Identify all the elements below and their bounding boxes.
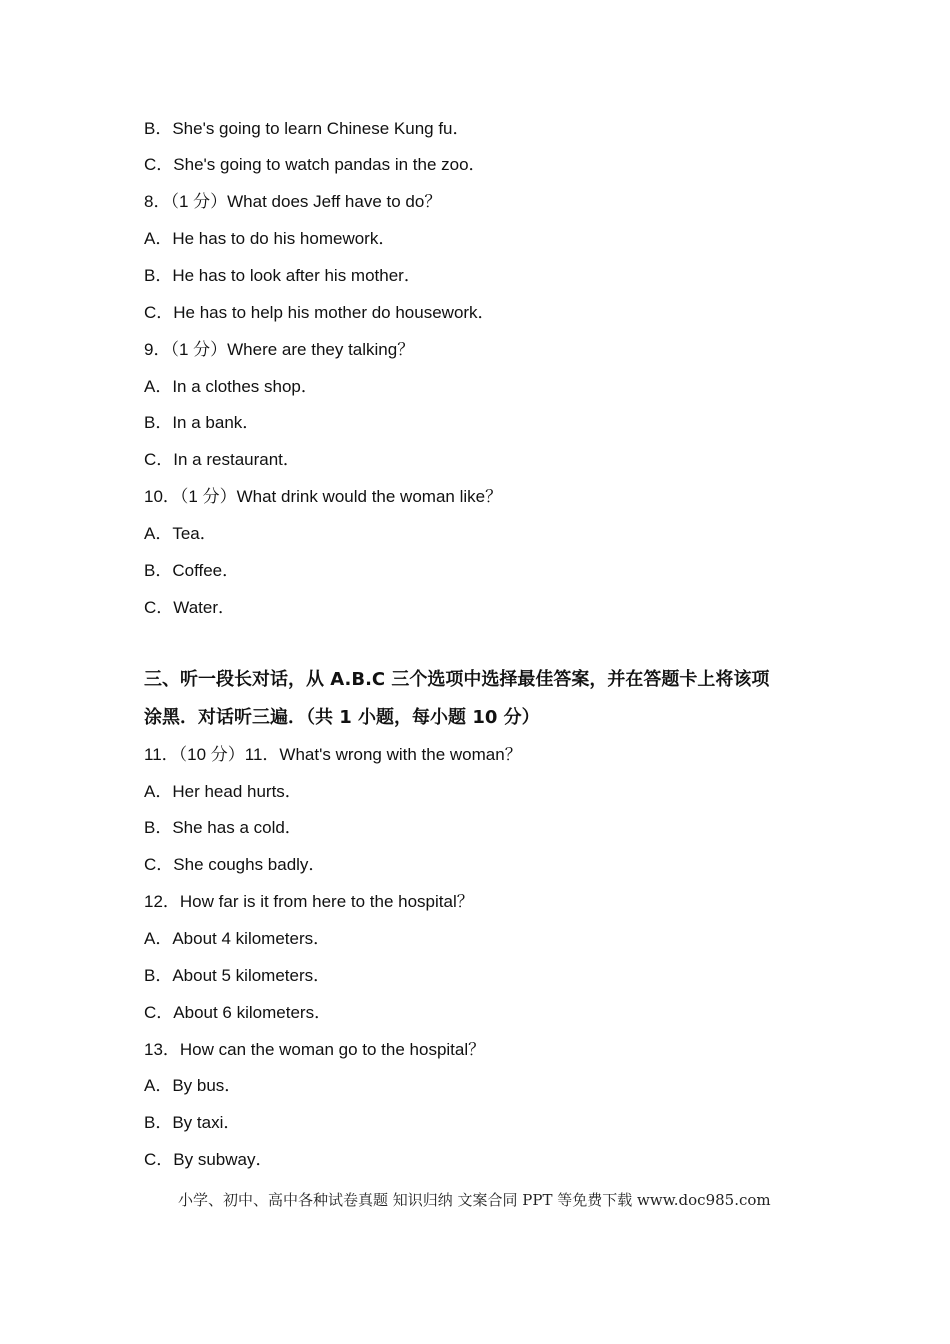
option-12c: C．About 6 kilometers．: [144, 1003, 332, 1022]
question-11: 11．（10 分）11．What's wrong with the woman？: [144, 745, 522, 764]
option-12a: A．About 4 kilometers．: [144, 929, 331, 948]
section-3-title-line-2: 涂黑．对话听三遍．（共 1 小题，每小题 10 分）: [144, 707, 540, 728]
question-12: 12．How far is it from here to the hospital？: [144, 892, 474, 911]
option-8a: A．He has to do his homework．: [144, 229, 396, 248]
page-footer: 小学、初中、高中各种试卷真题 知识归纳 文案合同 PPT 等免费下载 www.doc985.com: [178, 1191, 771, 1209]
question-10: 10．（1 分）What drink would the woman like？: [144, 487, 503, 506]
option-7c: C．She's going to watch pandas in the zoo．: [144, 155, 486, 174]
option-10c: C．Water．: [144, 598, 235, 617]
option-11c: C．She coughs badly．: [144, 855, 326, 874]
option-13b: B．By taxi．: [144, 1113, 241, 1132]
question-13: 13．How can the woman go to the hospital？: [144, 1040, 486, 1059]
option-9a: A．In a clothes shop．: [144, 377, 318, 396]
option-12b: B．About 5 kilometers．: [144, 966, 331, 985]
option-11a: A．Her head hurts．: [144, 782, 302, 801]
option-9b: B．In a bank．: [144, 413, 260, 432]
option-13c: C．By subway．: [144, 1150, 273, 1169]
option-13a: A．By bus．: [144, 1076, 242, 1095]
option-9c: C．In a restaurant．: [144, 450, 300, 469]
question-8: 8．（1 分）What does Jeff have to do？: [144, 192, 442, 211]
question-9: 9．（1 分）Where are they talking？: [144, 340, 415, 359]
option-10b: B．Coffee．: [144, 561, 240, 580]
section-3-title-line-1: 三、听一段长对话，从 A.B.C 三个选项中选择最佳答案，并在答题卡上将该项: [144, 669, 770, 690]
option-11b: B．She has a cold．: [144, 818, 302, 837]
option-8b: B．He has to look after his mother．: [144, 266, 421, 285]
option-8c: C．He has to help his mother do housework．: [144, 303, 495, 322]
option-7b: B．She's going to learn Chinese Kung fu．: [144, 119, 470, 138]
option-10a: A．Tea．: [144, 524, 217, 543]
